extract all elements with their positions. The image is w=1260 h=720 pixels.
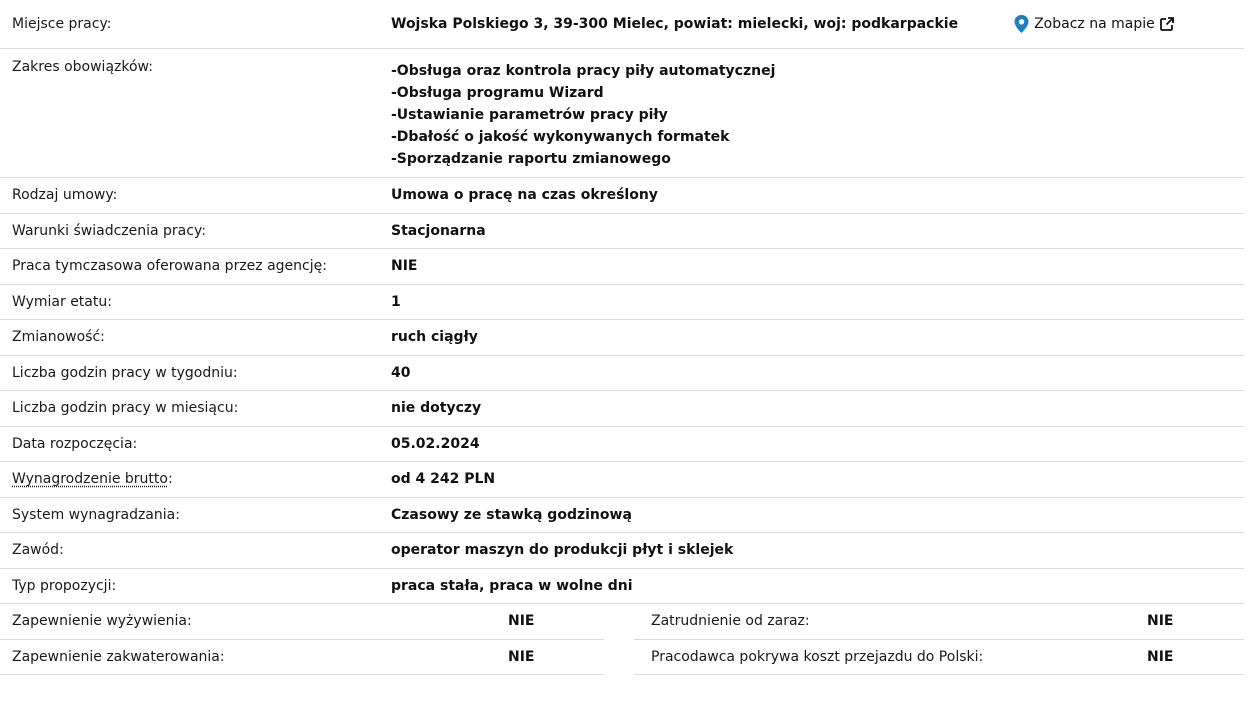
offer-type-row [0, 569, 1244, 605]
meals-label: Zapewnienie wyżywienia: [12, 613, 192, 630]
responsibility-item: -Sporządzanie raportu zmianowego [391, 151, 671, 167]
contract-type-value: Umowa o pracę na czas określony [391, 187, 658, 204]
monthly-hours-value: nie dotyczy [391, 400, 482, 417]
travel-cost-label: Pracodawca pokrywa koszt przejazdu do Polski: [651, 648, 984, 665]
salary-system-label: System wynagradzania: [12, 506, 180, 523]
location-value: Wojska Polskiego 3, 39-300 Mielec, powiat: mielecki, woj: podkarpackie [391, 16, 959, 32]
immediate-employment-label: Zatrudnienie od zaraz: [651, 613, 810, 630]
accommodation-label: Zapewnienie zakwaterowania: [12, 648, 225, 665]
travel-cost-value: NIE [1147, 648, 1174, 665]
gross-salary-value: od 4 242 PLN [391, 471, 496, 488]
occupation-label: Zawód: [12, 542, 64, 559]
responsibilities-label: Zakres obowiązków: [12, 59, 153, 75]
shifts-row [0, 320, 1244, 356]
accommodation-row [0, 640, 604, 676]
immediate-employment-row [634, 604, 1244, 640]
responsibility-item: -Obsługa programu Wizard [391, 85, 604, 101]
gross-salary-tooltip-label[interactable]: Wynagrodzenie brutto [12, 471, 168, 488]
responsibility-item: -Ustawianie parametrów pracy piły [391, 107, 668, 123]
offer-type-value: praca stała, praca w wolne dni [391, 577, 633, 594]
work-conditions-row [0, 214, 1244, 250]
location-label: Miejsce pracy: [12, 16, 112, 32]
start-date-row [0, 427, 1244, 463]
work-time-row [0, 285, 1244, 321]
travel-cost-row [634, 640, 1244, 676]
external-link-icon [1160, 17, 1174, 31]
show-on-map-link[interactable] [1014, 15, 1174, 33]
monthly-hours-row [0, 391, 1244, 427]
weekly-hours-value: 40 [391, 364, 411, 381]
work-time-value: 1 [391, 293, 401, 310]
salary-system-value: Czasowy ze stawką godzinową [391, 506, 632, 523]
gross-salary-row [0, 462, 1244, 498]
start-date-label: Data rozpoczęcia: [12, 435, 138, 452]
shifts-value: ruch ciągły [391, 329, 478, 346]
responsibilities-row [0, 49, 1244, 178]
temporary-work-label: Praca tymczasowa oferowana przez agencję: [12, 258, 327, 275]
work-conditions-label: Warunki świadczenia pracy: [12, 222, 206, 239]
gross-salary-label-wrap: Wynagrodzenie brutto: [12, 471, 173, 488]
contract-type-row [0, 178, 1244, 214]
extra-conditions [0, 604, 1244, 675]
occupation-row [0, 533, 1244, 569]
offer-type-label: Typ propozycji: [12, 577, 117, 594]
salary-system-row [0, 498, 1244, 534]
accommodation-value: NIE [508, 648, 535, 665]
monthly-hours-label: Liczba godzin pracy w miesiącu: [12, 400, 239, 417]
meals-value: NIE [508, 613, 535, 630]
responsibilities-list [391, 60, 775, 170]
location-row [0, 0, 1244, 49]
map-pin-icon [1014, 15, 1029, 33]
shifts-label: Zmianowość: [12, 329, 105, 346]
temporary-work-row [0, 249, 1244, 285]
work-time-label: Wymiar etatu: [12, 293, 112, 310]
responsibility-item: -Obsługa oraz kontrola pracy piły automatycznej [391, 63, 776, 79]
responsibility-item: -Dbałość o jakość wykonywanych formatek [391, 129, 730, 145]
temporary-work-value: NIE [391, 258, 418, 275]
show-on-map-label: Zobacz na mapie [1034, 16, 1155, 32]
work-conditions-value: Stacjonarna [391, 222, 486, 239]
weekly-hours-row [0, 356, 1244, 392]
start-date-value: 05.02.2024 [391, 435, 480, 452]
meals-row [0, 604, 604, 640]
contract-type-label: Rodzaj umowy: [12, 187, 118, 204]
immediate-employment-value: NIE [1147, 613, 1174, 630]
extra-conditions-left [0, 604, 604, 675]
weekly-hours-label: Liczba godzin pracy w tygodniu: [12, 364, 238, 381]
occupation-value: operator maszyn do produkcji płyt i sklejek [391, 542, 734, 559]
extra-conditions-right [634, 604, 1244, 675]
